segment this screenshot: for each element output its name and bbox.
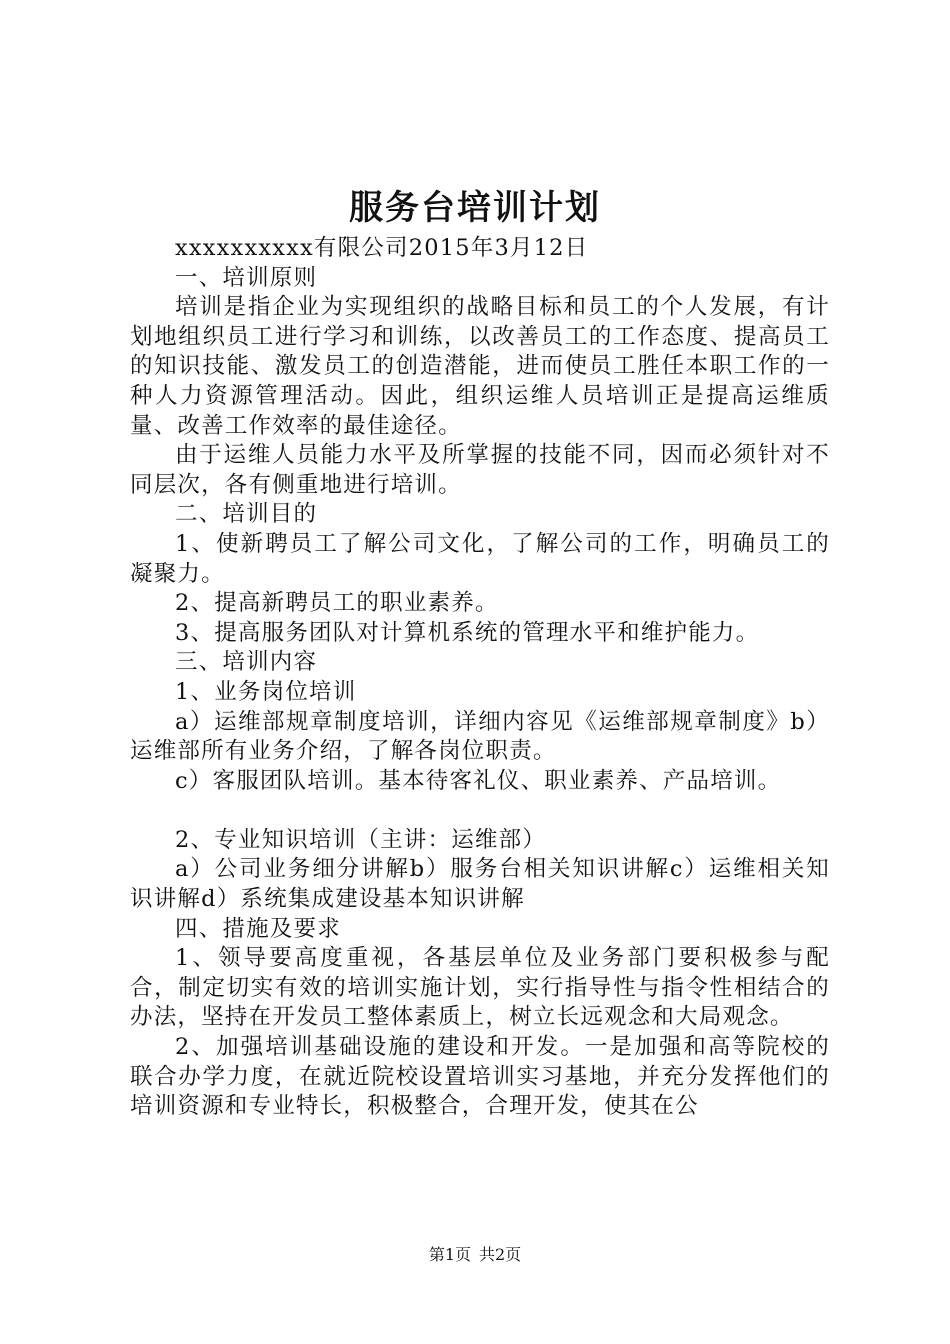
content-item-professional-list: a）公司业务细分讲解b）服务台相关知识讲解c）运维相关知识讲解d）系统集成建设基本知识讲解: [130, 856, 830, 913]
paragraph-levels: 由于运维人员能力水平及所掌握的技能不同，因而必须针对不同层次，各有侧重地进行培训。: [130, 442, 830, 498]
section-heading-measures: 四、措施及要求: [175, 915, 341, 942]
measure-item-2: 2、加强培训基础设施的建设和开发。一是加强和高等院校的联合办学力度，在就近院校设置培训实习基地，并充分发挥他们的培训资源和专业特长，积极整合，合理开发，使其在公: [130, 1034, 830, 1120]
section-heading-content: 三、培训内容: [175, 649, 318, 676]
paragraph-principles: 培训是指企业为实现组织的战略目标和员工的个人发展，有计划地组织员工进行学习和训练，以改善员工的工作态度、提高员工的知识技能、激发员工的创造潜能，进而使员工胜任本职工作的一种人力资源管理活动。因此，组织运维人员培训正是提高运维质量、改善工作效率的最佳途径。: [130, 294, 830, 439]
page-total: 共2页: [479, 1245, 522, 1264]
content-subheading-professional: 2、专业知识培训（主讲：运维部）: [175, 826, 547, 853]
purpose-item-1: 1、使新聘员工了解公司文化，了解公司的工作，明确员工的凝聚力。: [130, 530, 830, 587]
page-number: 第1页: [428, 1245, 471, 1264]
measure-item-1: 1、领导要高度重视，各基层单位及业务部门要积极参与配合，制定切实有效的培训实施计划，实行指导性与指令性相结合的办法，坚持在开发员工整体素质上，树立长远观念和大局观念。: [130, 945, 830, 1031]
content-item-c: c）客服团队培训。基本待客礼仪、职业素养、产品培训。: [175, 767, 782, 794]
document-title: 服务台培训计划: [349, 188, 601, 228]
page-footer: [0, 1244, 950, 1266]
company-date-line: xxxxxxxxxx有限公司2015年3月12日: [175, 235, 589, 261]
purpose-item-3: 3、提高服务团队对计算机系统的管理水平和维护能力。: [175, 619, 760, 646]
document-body: [130, 234, 830, 1122]
section-heading-principles: 一、培训原则: [175, 264, 318, 291]
content-item-ab: a）运维部规章制度培训，详细内容见《运维部规章制度》b）运维部所有业务介绍，了解各岗位职责。: [130, 708, 830, 765]
content-subheading-business: 1、业务岗位培训: [175, 678, 357, 705]
purpose-item-2: 2、提高新聘员工的职业素养。: [175, 590, 499, 617]
blank-line: [130, 796, 830, 826]
section-heading-purpose: 二、培训目的: [175, 501, 318, 528]
